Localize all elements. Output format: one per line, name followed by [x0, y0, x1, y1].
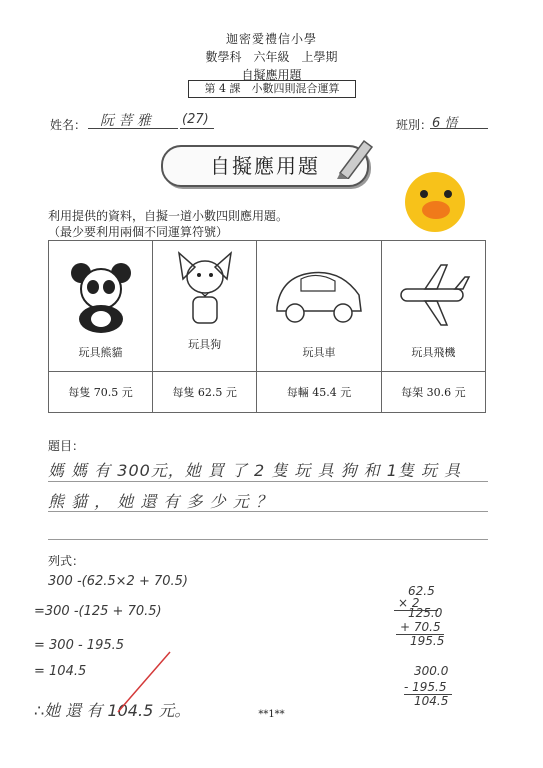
subject-line: 數學科 六年級 上學期 [205, 50, 338, 64]
car-icon [271, 255, 367, 335]
working-label: 列式： [48, 554, 85, 568]
toy-price: 每隻 62.5 元 [153, 372, 257, 413]
worksheet-title: 自擬應用題 [241, 68, 302, 82]
school-name: 迦密愛禮信小學 [225, 32, 317, 46]
calc-sub-result: 104.5 [414, 694, 449, 708]
toy-cell-plane [381, 241, 485, 372]
class-label: 班別： [396, 118, 433, 132]
instruction-line-2: （最少要利用兩個不同運算符號） [48, 225, 229, 239]
working-step-2: =300 -(125 + 70.5) [34, 604, 162, 619]
toy-cell-car [257, 241, 382, 372]
toy-name: 玩具狗 [188, 338, 222, 351]
toy-price: 每架 30.6 元 [381, 372, 485, 413]
name-value: 阮 菩 雅 [100, 113, 151, 129]
instruction-line-1: 利用提供的資料，自擬一道小數四則應用題。 [48, 209, 289, 223]
writing-line [48, 538, 488, 540]
name-label: 姓名： [50, 118, 87, 132]
calc-mult-top: 62.5 [408, 584, 435, 598]
calc-add-result: 195.5 [410, 634, 445, 648]
lesson-box: 第 4 課 小數四則混合運算 [188, 80, 356, 98]
final-answer: ∴她 還 有 104.5 元。 [34, 701, 191, 720]
working-step-4: = 104.5 [34, 664, 87, 679]
pencil-icon [334, 135, 374, 179]
duck-icon [402, 170, 468, 234]
toy-price: 每輛 45.4 元 [257, 372, 382, 413]
toy-cell-dog [153, 241, 257, 372]
writing-line [48, 480, 488, 482]
check-mark [112, 648, 178, 718]
panda-icon [61, 255, 141, 335]
calc-mult-result: 125.0 [408, 606, 443, 620]
writing-line [48, 510, 488, 512]
question-label: 題目： [48, 439, 85, 453]
toy-name: 玩具車 [302, 346, 336, 359]
question-line-1: 媽 媽 有 300元，她 買 了 2 隻 玩 具 狗 和 1隻 玩 具 [48, 461, 462, 480]
calc-sub-row: - 195.5 [404, 680, 447, 694]
calc-mult-bottom: × 2 [398, 596, 420, 610]
calc-sub-top: 300.0 [414, 664, 449, 678]
dog-icon [165, 247, 245, 327]
toy-price-table [48, 240, 486, 413]
student-number: (27) [182, 112, 209, 127]
toy-cell-panda [49, 241, 153, 372]
toy-price: 每隻 70.5 元 [49, 372, 153, 413]
plane-icon [393, 255, 473, 335]
title-banner: 自擬應用題 [161, 145, 369, 187]
toy-name: 玩具熊貓 [78, 346, 123, 359]
page-number: **1** [258, 709, 285, 720]
toy-name: 玩具飛機 [411, 346, 456, 359]
working-step-3: = 300 - 195.5 [34, 638, 125, 653]
working-step-1: 300 -(62.5×2 + 70.5) [48, 574, 188, 589]
class-value: 6 悟 [432, 116, 458, 131]
question-line-2: 熊 貓 ， 她 還 有 多 少 元 ？ [48, 492, 273, 511]
calc-add-row: + 70.5 [400, 620, 441, 634]
